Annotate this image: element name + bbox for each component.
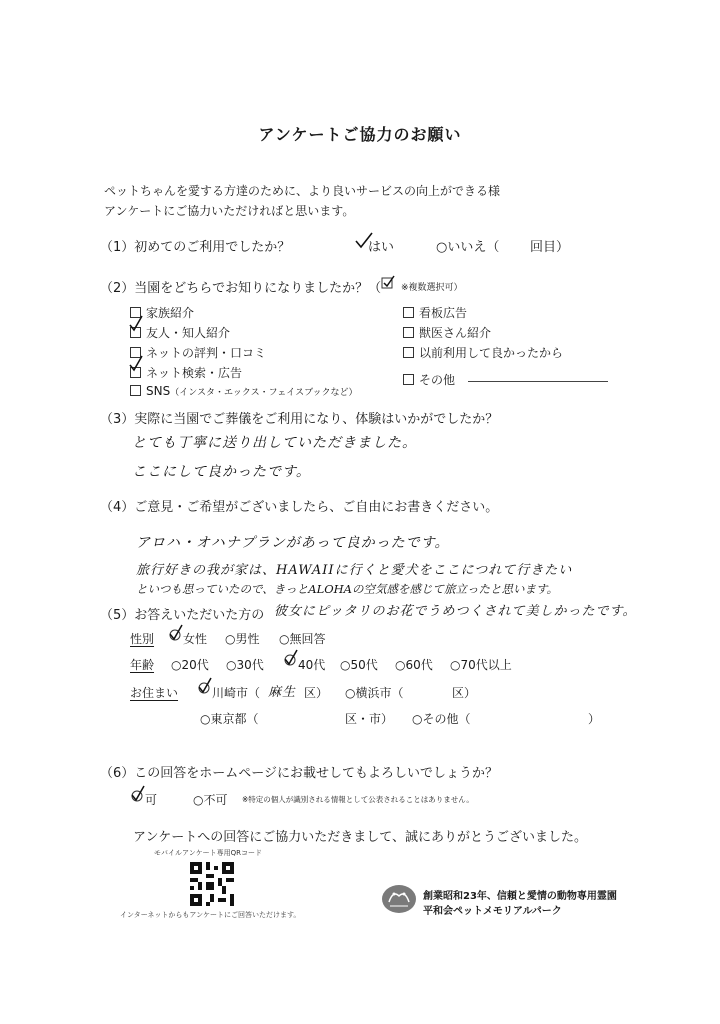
- q6-note: ※特定の個人が識別される情報として公表されることはありません。: [242, 795, 474, 804]
- checkbox-icon: [130, 385, 141, 396]
- intro-line-2: アンケートにご協力いただければと思います。: [104, 204, 355, 218]
- qr-code-icon[interactable]: [190, 862, 234, 906]
- q2-option-other[interactable]: [403, 371, 455, 388]
- q5-address-label: お住まい: [130, 686, 179, 700]
- q2-option-sns[interactable]: [130, 384, 358, 398]
- q5-address-other[interactable]: ○その他（: [412, 712, 471, 726]
- qr-caption: モバイルアンケート専用QRコード: [154, 849, 262, 857]
- q5-age-30s[interactable]: ○30代: [226, 658, 264, 672]
- q2-multi-note: ※複数選択可）: [401, 283, 463, 293]
- q5-address-yokohama[interactable]: ○横浜市（: [345, 686, 404, 700]
- footer-line-2: 平和会ペットメモリアルパーク: [423, 906, 562, 917]
- q6-yes-option[interactable]: 可: [145, 793, 158, 807]
- check-mark-icon: [282, 649, 298, 667]
- q5-kawasaki-suffix: 区）: [304, 686, 329, 700]
- q5-age-70s[interactable]: ○70代以上: [450, 658, 512, 672]
- page-title: アンケートご協力のお願い: [258, 125, 462, 144]
- check-mark-icon: [167, 624, 183, 642]
- qr-note: インターネットからもアンケートにご回答いただけます。: [120, 911, 301, 919]
- check-mark-icon: [196, 677, 212, 695]
- q1-count-suffix: 回目）: [530, 240, 570, 255]
- q5-gender-none[interactable]: ○無回答: [279, 632, 326, 646]
- q5-label: （5）お答えいただいた方の: [100, 608, 265, 623]
- q2-option-label: ネット検索・広告: [146, 366, 243, 380]
- check-mark-icon: [128, 315, 144, 333]
- thanks-message: アンケートへの回答にご協力いただきまして、誠にありがとうございました。: [133, 830, 587, 845]
- q4-label: （4）ご意見・ご希望がございましたら、ご自由にお書きください。: [100, 500, 499, 515]
- q2-option-friend[interactable]: [130, 324, 230, 341]
- q4-answer-line-1: アロハ・オハナプランがあって良かったです。: [136, 535, 450, 551]
- q5-gender-male[interactable]: ○男性: [225, 632, 260, 646]
- checkbox-icon: [403, 374, 414, 385]
- check-mark-icon: [129, 785, 145, 803]
- q4-answer-line-3: といつも思っていたので、きっとALOHAの空気感を感じて旅立ったと思います。: [136, 582, 559, 596]
- q2-option-label: 獣医さん紹介: [419, 326, 492, 340]
- q2-option-label: 以前利用して良かったから: [419, 346, 564, 360]
- q5-age-40s[interactable]: 40代: [298, 658, 326, 672]
- checkbox-icon: [403, 327, 414, 338]
- q2-other-line: [468, 381, 608, 382]
- q3-answer-line-1: とても丁寧に送り出していただきました。: [132, 435, 417, 451]
- q2-option-label: その他: [419, 373, 456, 387]
- q2-option-label: 友人・知人紹介: [146, 326, 231, 340]
- intro-line-1: ペットちゃんを愛する方達のために、より良いサービスの向上ができる様: [104, 184, 501, 198]
- q2-option-label: 家族紹介: [146, 306, 195, 320]
- checkbox-icon: [403, 307, 414, 318]
- q2-option-label: ネットの評判・口コミ: [146, 346, 267, 360]
- check-mark-icon: [128, 355, 144, 373]
- q5-gender-female[interactable]: 女性: [183, 632, 208, 646]
- q2-label: （2）当園をどちらでお知りになりましたか？（: [100, 281, 382, 296]
- q4-answer-line-4: 彼女にピッタリのお花でうめつくされて美しかったです。: [274, 604, 637, 619]
- q5-age-20s[interactable]: ○20代: [171, 658, 209, 672]
- q5-address-tokyo[interactable]: ○東京都（: [200, 712, 259, 726]
- footer-line-1: 創業昭和23年、信頼と愛情の動物専用霊園: [423, 891, 617, 902]
- pet-memorial-logo-icon: [381, 884, 417, 914]
- q5-age-label: 年齢: [130, 658, 155, 672]
- q1-label: （1）初めてのご利用でしたか？: [100, 240, 291, 255]
- q3-label: （3）実際に当園でご葬儀をご利用になり、体験はいかがでしたか？: [100, 412, 499, 427]
- q2-option-reputation[interactable]: [130, 344, 266, 361]
- q2-option-label: 看板広告: [419, 306, 468, 320]
- q5-address-kawasaki[interactable]: 川崎市（: [212, 686, 261, 700]
- q5-gender-label: 性別: [130, 632, 155, 646]
- q2-option-label: SNS: [146, 384, 171, 398]
- q5-kawasaki-ward: 麻生: [268, 685, 297, 700]
- q2-option-previous[interactable]: [403, 344, 563, 361]
- checkbox-icon: [403, 347, 414, 358]
- q6-no-option[interactable]: ○不可: [193, 793, 228, 807]
- q1-yes-option[interactable]: はい: [368, 240, 395, 255]
- q1-no-option[interactable]: ○いいえ（: [436, 240, 500, 255]
- q3-answer-line-2: ここにして良かったです。: [132, 464, 311, 480]
- q2-option-vet[interactable]: [403, 324, 491, 341]
- q4-answer-line-2: 旅行好きの我が家は、HAWAIIに行くと愛犬をここにつれて行きたい: [136, 563, 573, 578]
- q2-option-signboard[interactable]: [403, 304, 467, 321]
- checkbox-checked-icon: [381, 275, 395, 289]
- q5-tokyo-suffix: 区・市）: [345, 712, 394, 726]
- q2-option-search[interactable]: [130, 364, 242, 381]
- q6-label: （6）この回答をホームページにお載せしてもよろしいでしょうか？: [100, 766, 499, 781]
- q2-sns-note: （インスタ・エックス・フェイスブックなど）: [170, 388, 358, 398]
- q5-yokohama-suffix: 区）: [452, 686, 477, 700]
- q5-age-60s[interactable]: ○60代: [395, 658, 433, 672]
- q5-age-50s[interactable]: ○50代: [340, 658, 378, 672]
- q5-other-suffix: ）: [588, 712, 601, 726]
